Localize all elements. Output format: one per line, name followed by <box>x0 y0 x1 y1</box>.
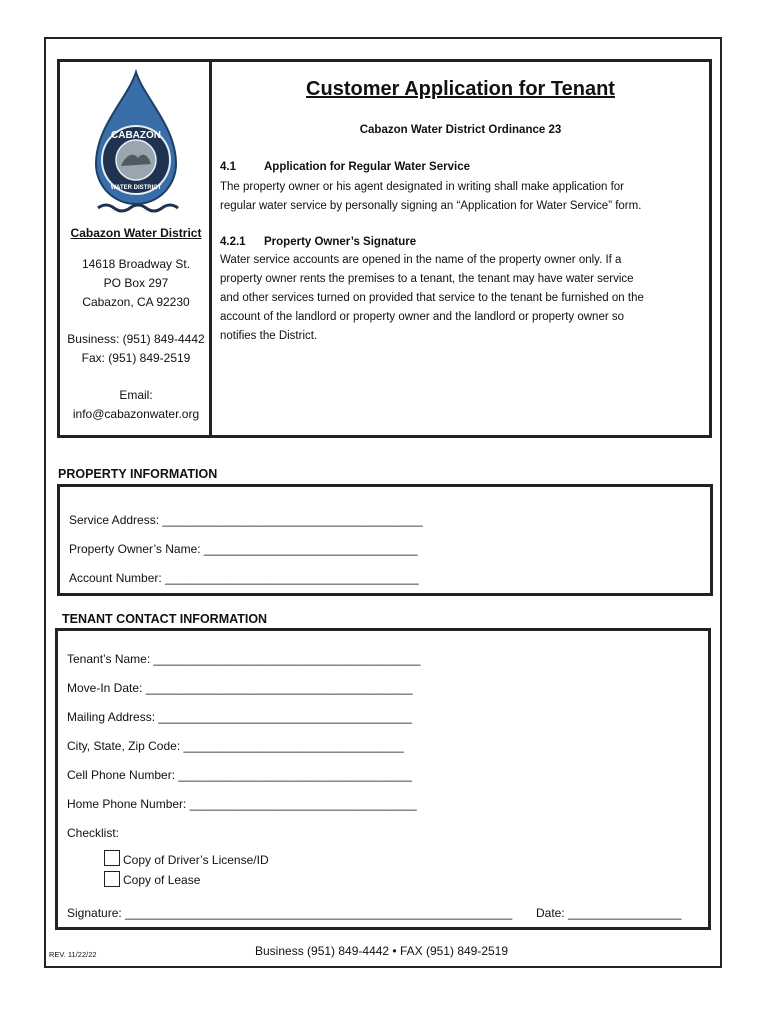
org-name: Cabazon Water District <box>70 226 202 240</box>
section-number: 4.2.1 <box>220 236 246 248</box>
cell-phone-field[interactable]: Cell Phone Number: ___________________________________ <box>67 768 412 782</box>
logo-top-text: CABAZON <box>111 130 161 141</box>
property-section-title: PROPERTY INFORMATION <box>58 467 218 481</box>
city-state-zip: Cabazon, CA 92230 <box>82 295 190 309</box>
drivers-license-label: Copy of Driver’s License/ID <box>123 853 269 867</box>
section-number: 4.1 <box>220 161 236 173</box>
paragraph-line: Water service accounts are opened in the name of the property owner only. If a <box>220 254 622 266</box>
section-4-1-text <box>220 178 698 216</box>
revision-date: REV. 11/22/22 <box>49 950 97 959</box>
checklist-label: Checklist: <box>67 826 120 840</box>
business-phone: Business: (951) 849-4442 <box>67 332 205 346</box>
property-owner-name-field[interactable]: Property Owner’s Name: ________________________________ <box>69 542 418 556</box>
section-4-2-1-text <box>220 251 698 346</box>
footer-contact: Business (951) 849-4442 • FAX (951) 849-2519 <box>255 944 509 958</box>
paragraph-line: regular water service by personally signing an “Application for Water Service” form. <box>220 200 642 212</box>
email-label: Email: <box>119 388 153 402</box>
section-4-2-1-heading <box>220 236 416 248</box>
account-number-field[interactable]: Account Number: ______________________________________ <box>69 571 419 585</box>
mailing-address-field[interactable]: Mailing Address: ______________________________________ <box>67 710 412 724</box>
header-box <box>57 59 712 438</box>
logo-bottom-text: WATER DISTRICT <box>110 185 162 191</box>
date-field[interactable]: Date: _________________ <box>536 906 682 920</box>
water-drop-logo <box>88 68 184 218</box>
tenant-name-field[interactable]: Tenant’s Name: ________________________________________ <box>67 652 421 666</box>
city-state-zip-field[interactable]: City, State, Zip Code: _________________________________ <box>67 739 404 753</box>
section-title: Property Owner’s Signature <box>264 236 417 248</box>
page-title: Customer Application for Tenant <box>306 78 615 100</box>
po-box: PO Box 297 <box>103 276 169 290</box>
paragraph-line: and other services turned on provided that service to the tenant be furnished on the <box>220 292 644 304</box>
street-address: 14618 Broadway St. <box>81 257 191 271</box>
lease-checkbox[interactable] <box>104 871 120 887</box>
service-address-field[interactable]: Service Address: _______________________________________ <box>69 513 423 527</box>
paragraph-line: The property owner or his agent designated in writing shall make application for <box>220 181 624 193</box>
tenant-box <box>55 628 711 930</box>
sidebar <box>60 62 212 435</box>
email-address: info@cabazonwater.org <box>72 407 200 421</box>
ordinance-subtitle: Cabazon Water District Ordinance 23 <box>359 124 562 136</box>
drivers-license-checkbox[interactable] <box>104 850 120 866</box>
move-in-date-field[interactable]: Move-In Date: ________________________________________ <box>67 681 413 695</box>
tenant-section-title: TENANT CONTACT INFORMATION <box>62 612 268 626</box>
fax-number: Fax: (951) 849-2519 <box>81 351 191 365</box>
header-main <box>212 62 709 435</box>
section-4-1-heading <box>220 161 470 173</box>
section-title: Application for Regular Water Service <box>264 161 470 173</box>
property-box <box>57 484 713 596</box>
paragraph-line: property owner rents the premises to a tenant, the tenant may have water service <box>220 273 634 285</box>
paragraph-line: notifies the District. <box>220 330 318 342</box>
paragraph-line: account of the landlord or property owner and the landlord or property owner so <box>220 311 625 323</box>
home-phone-field[interactable]: Home Phone Number: __________________________________ <box>67 797 417 811</box>
lease-label: Copy of Lease <box>123 873 201 887</box>
signature-field[interactable]: Signature: __________________________________________________________ <box>67 906 513 920</box>
